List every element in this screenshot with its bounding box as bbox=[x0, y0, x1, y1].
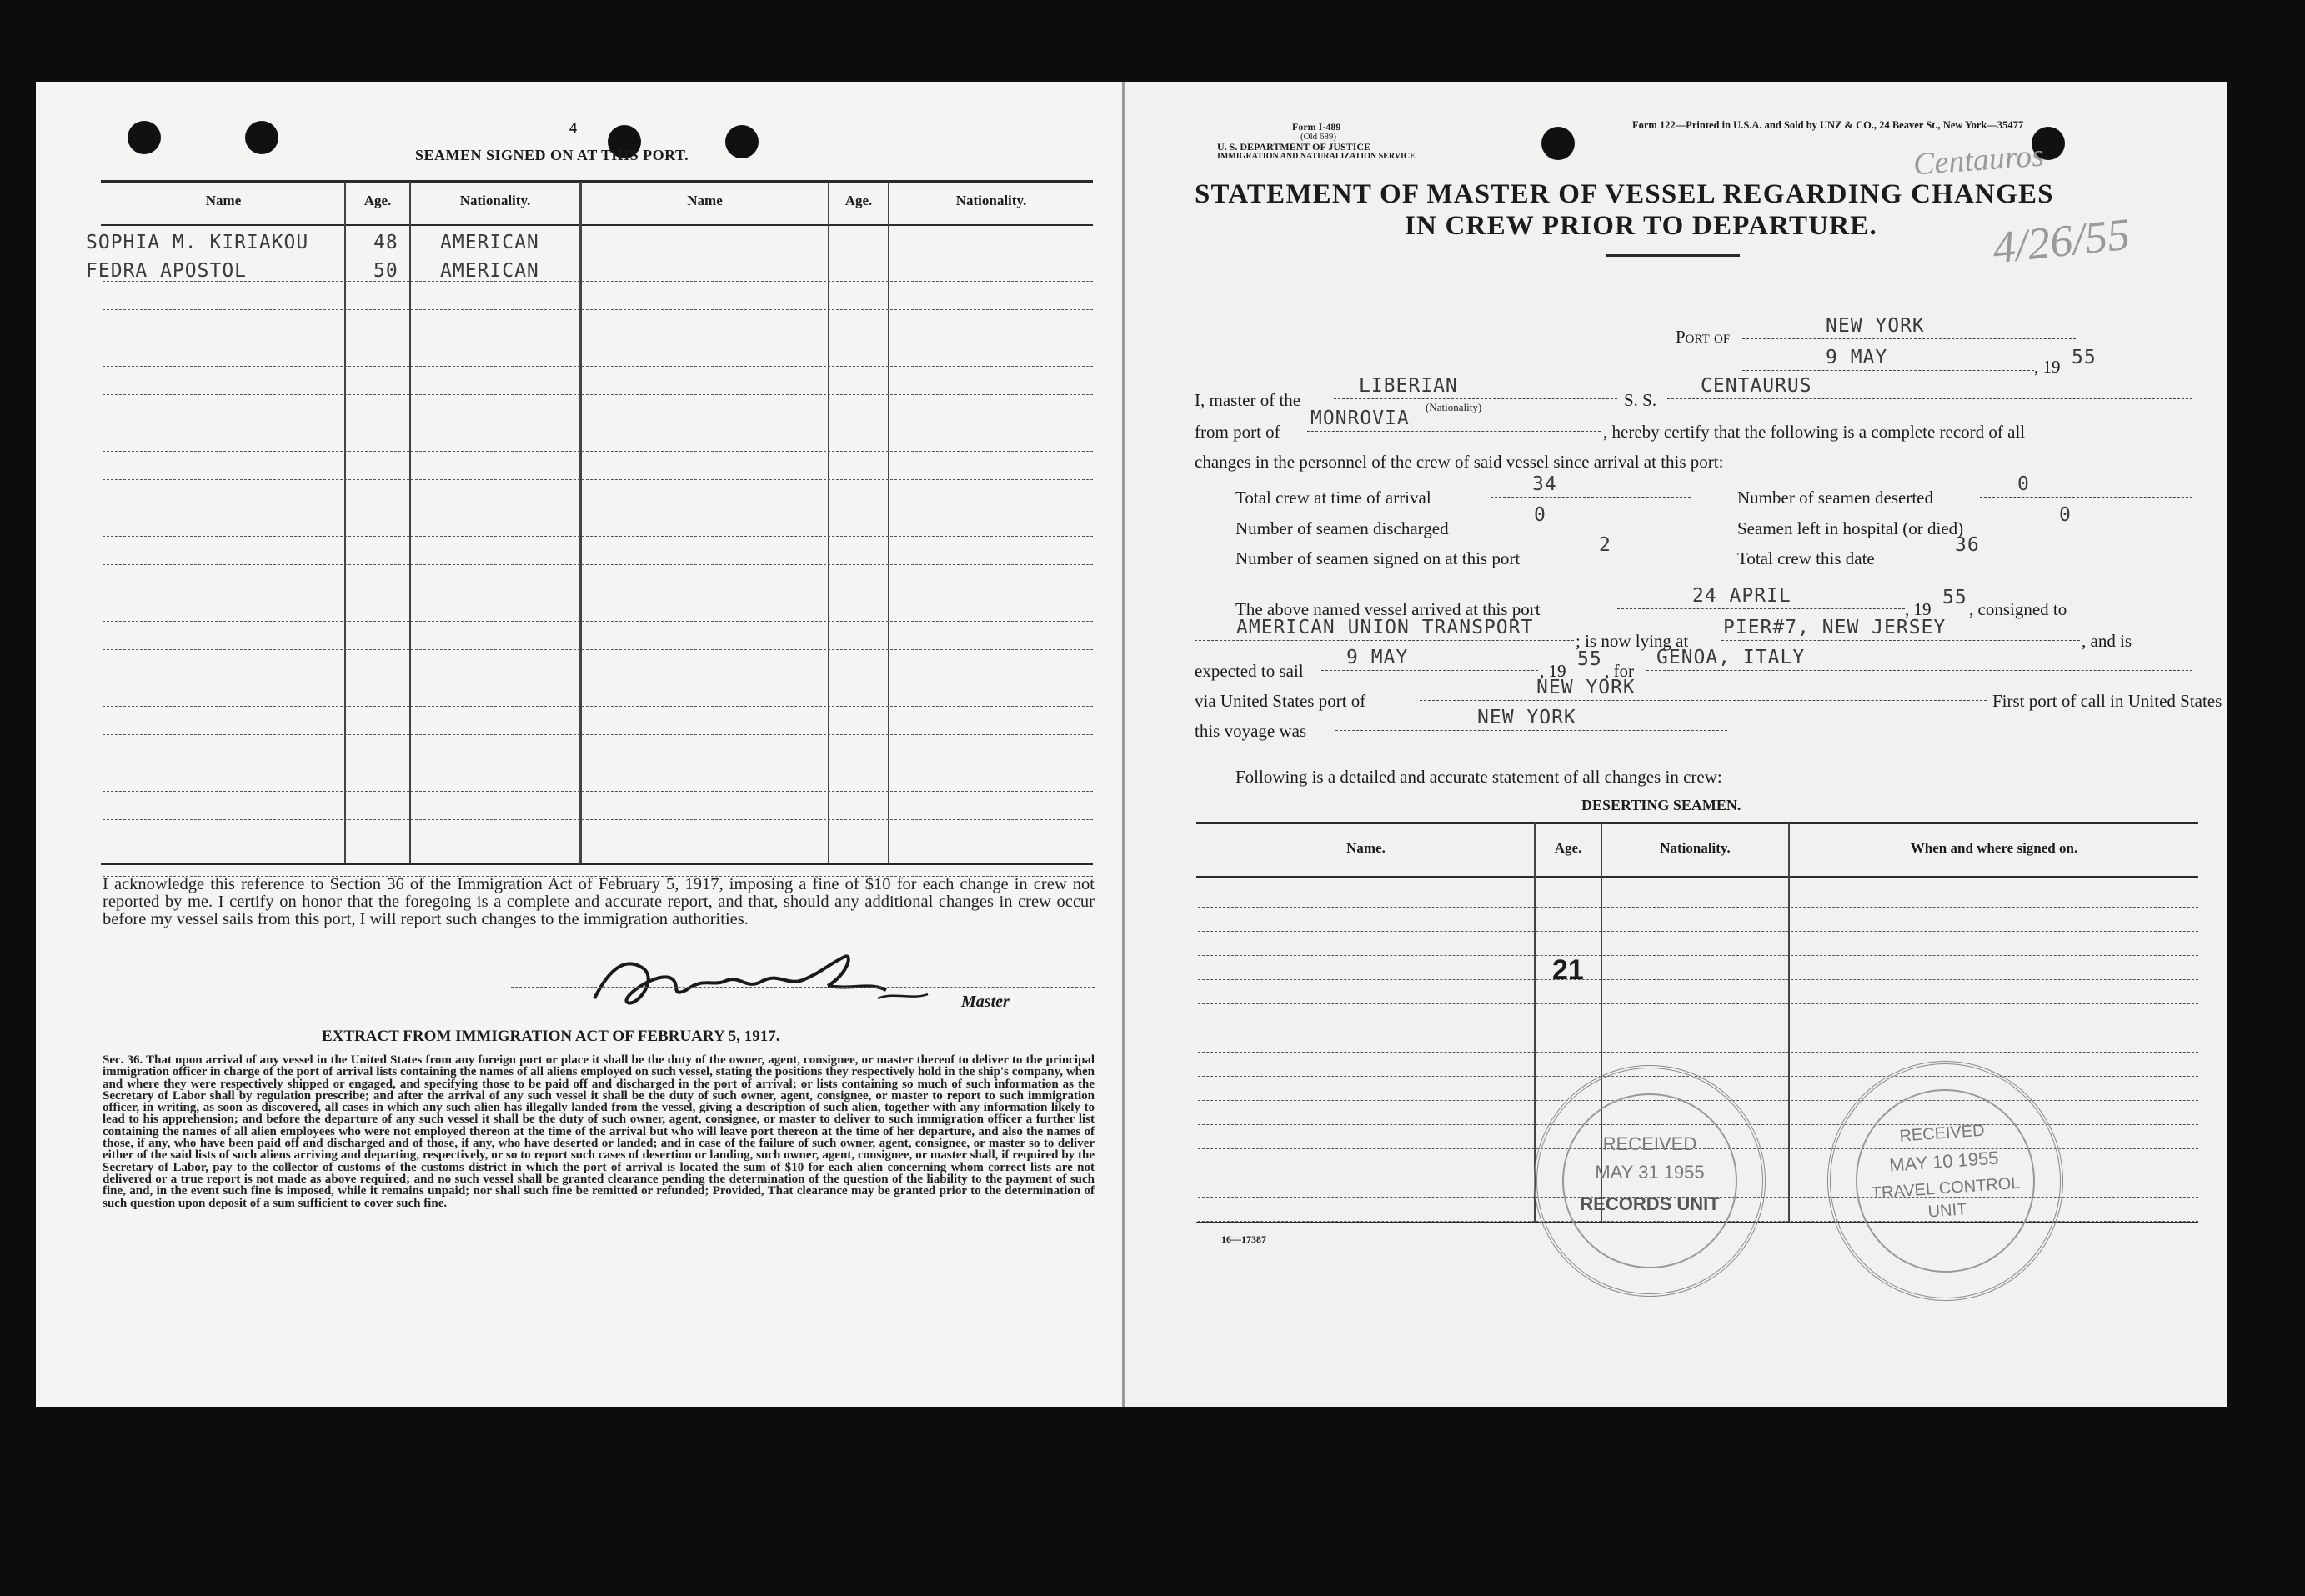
department: U. S. DEPARTMENT OF JUSTICE bbox=[1217, 141, 1371, 153]
expected-label: expected to sail bbox=[1195, 661, 1304, 681]
table-row-line bbox=[103, 706, 1093, 707]
table-row-nationality: AMERICAN bbox=[440, 260, 539, 282]
nationality-caption: (Nationality) bbox=[1426, 401, 1482, 413]
form-number: Form I-489 bbox=[1292, 121, 1341, 133]
deserted-label: Number of seamen deserted bbox=[1737, 488, 1933, 508]
deserting-row-line bbox=[1198, 931, 2198, 932]
punch-hole-icon bbox=[245, 121, 278, 154]
deserting-row-line bbox=[1198, 979, 2198, 980]
sail-date-value: 9 MAY bbox=[1346, 647, 1409, 668]
acknowledgment-text: I acknowledge this reference to Section 36 of the Immigration Act of February 5, 1917, imposing a fine of $10 for each change in crew not reported by me. I certify on honor that the foregoing is a complete and accurate report, and that, should any additional changes in crew occur before my vessel sails from this port, I will report such changes to the immigration authorities. bbox=[103, 875, 1095, 928]
punch-hole-icon bbox=[128, 121, 161, 154]
deserting-col-name: Name. bbox=[1346, 840, 1386, 856]
sail-year-value: 55 bbox=[1577, 648, 1602, 670]
extract-text: Sec. 36. That upon arrival of any vessel in the United States from any foreign port or place it shall be the duty of the owner, agent, consignee, or master thereof to deliver to the principal immigration officer in charge of the port of arrival lists containing the names of all aliens employed on such vessel, stating the positions they respectively hold in the ship's company, when and where they were respectively shipped or engaged, and specifying those to be paid off and discharged in the port of arrival; or lists containing so much of such information as the Secretary of Labor shall by regulation prescribe; and after the arrival of any such vessel it shall be the duty of such owner, agent, consignee, or master to report to such immigration officer, in writing, as soon as discovered, all cases in which any such alien has illegally landed from the vessel, giving a description of such alien, together with any information likely to lead to his apprehension; and before the departure of any such vessel it shall be the duty of such owner, agent, consignee, or master to deliver to such immigration officer a further list containing the names of all alien employees who were not employed thereon at the time of the arrival but who will leave port thereon at the time of her departure, and also the names of those, if any, who have been paid off and discharged and of those, if any, who have deserted or landed; and in case of the failure of such owner, agent, consignee, or master so to deliver either of the said lists of such aliens arriving and departing, respectively, or so to report such cases of desertion or landing, such owner, agent, consignee, or master shall, if required by the Secretary of Labor, pay to the collector of customs of the customs district in which the port of arrival is located the sum of $10 for each alien concerning whom correct lists are not delivered or a true report is not made as above required; and no such vessel shall be granted clearance pending the determination of the question of the liability to the payment of such fine, and, in the event such fine is imposed, while it remains unpaid; nor shall such fine be remitted or refunded; Provided, That clearance may be granted prior to the determination of such question upon deposit of a sum sufficient to cover such fine. bbox=[103, 1053, 1095, 1210]
col-name: Name bbox=[205, 193, 242, 208]
col-age-2: Age. bbox=[844, 193, 873, 208]
table-row-line bbox=[103, 536, 1093, 537]
first-port-value: NEW YORK bbox=[1477, 707, 1576, 728]
deserting-row-line bbox=[1198, 1052, 2198, 1053]
table-row-line bbox=[103, 451, 1093, 452]
table-row-line bbox=[103, 621, 1093, 622]
year-prefix: , 19 bbox=[2034, 357, 2061, 377]
deserting-row-line bbox=[1198, 955, 2198, 956]
arrived-date-value: 24 APRIL bbox=[1692, 585, 1791, 607]
table-row-line bbox=[103, 281, 1093, 282]
table-row-line bbox=[103, 649, 1093, 650]
stamp2-line4: UNIT bbox=[1927, 1200, 1968, 1222]
form-old: (Old 689) bbox=[1300, 132, 1337, 142]
deserting-row-line bbox=[1198, 1003, 2198, 1004]
form-title-1: STATEMENT OF MASTER OF VESSEL REGARDING CHANGES bbox=[1195, 179, 2054, 209]
handwritten-date: 4/26/55 bbox=[1990, 208, 2132, 273]
punch-hole-icon bbox=[1541, 127, 1575, 160]
from-port-value: MONROVIA bbox=[1310, 408, 1410, 429]
stamp2-line1: RECEIVED bbox=[1898, 1121, 1986, 1146]
port-of-value: NEW YORK bbox=[1826, 315, 1925, 337]
port-of-label: Port of bbox=[1676, 327, 1731, 347]
total-arrival-value: 34 bbox=[1532, 473, 1557, 495]
col-nationality-2: Nationality. bbox=[955, 193, 1027, 208]
table-row-nationality: AMERICAN bbox=[440, 232, 539, 253]
stamp1-line2: MAY 31 1955 bbox=[1595, 1162, 1705, 1183]
this-voyage-label: this voyage was bbox=[1195, 721, 1307, 741]
table-row-line bbox=[103, 791, 1093, 792]
deserting-col-age: Age. bbox=[1554, 840, 1582, 856]
deserted-value: 0 bbox=[2017, 473, 2030, 495]
signed-on-heading: SEAMEN SIGNED ON AT THIS PORT. bbox=[415, 147, 689, 163]
right-page bbox=[1125, 82, 2227, 1407]
destination-value: GENOA, ITALY bbox=[1656, 647, 1806, 668]
col-nationality: Nationality. bbox=[459, 193, 531, 208]
handwritten-vessel: Centauros bbox=[1912, 138, 2046, 183]
master-signature-icon bbox=[578, 940, 961, 1023]
stamp2-line3: TRAVEL CONTROL bbox=[1871, 1173, 2022, 1203]
punch-hole-icon bbox=[725, 125, 759, 158]
table-row-line bbox=[103, 479, 1093, 480]
master-of-label: I, master of the bbox=[1195, 390, 1301, 410]
table-row-line bbox=[103, 394, 1093, 395]
lying-label: ; is now lying at bbox=[1576, 631, 1689, 651]
table-row-line bbox=[103, 734, 1093, 735]
table-row-age: 48 bbox=[373, 232, 398, 253]
table-row-line bbox=[103, 819, 1093, 820]
total-date-value: 36 bbox=[1955, 534, 1980, 556]
consignee-value: AMERICAN UNION TRANSPORT bbox=[1236, 617, 1534, 638]
left-page bbox=[36, 82, 1122, 1407]
sail-year-prefix: , 19 bbox=[1540, 661, 1566, 681]
table-row-line bbox=[103, 366, 1093, 367]
deserting-col-nationality: Nationality. bbox=[1660, 840, 1731, 856]
and-is-label: , and is bbox=[2082, 631, 2132, 651]
ship-name-value: CENTAURUS bbox=[1701, 375, 1812, 397]
year-value: 55 bbox=[2072, 347, 2097, 368]
total-date-label: Total crew this date bbox=[1737, 548, 1875, 568]
signed-on-value: 2 bbox=[1599, 534, 1611, 556]
lying-at-value: PIER#7, NEW JERSEY bbox=[1723, 617, 1947, 638]
form-code: 16—17387 bbox=[1221, 1233, 1266, 1245]
hospital-value: 0 bbox=[2059, 504, 2072, 526]
table-row-name: FEDRA APOSTOL bbox=[86, 260, 248, 282]
arrived-year-value: 55 bbox=[1942, 587, 1967, 608]
ss-label: S. S. bbox=[1624, 390, 1657, 410]
received-travel-control-stamp bbox=[1819, 1053, 2071, 1308]
deserting-col-signed-on: When and where signed on. bbox=[1910, 840, 2078, 856]
table-row-line bbox=[103, 309, 1093, 310]
col-age: Age. bbox=[363, 193, 392, 208]
nationality-value: LIBERIAN bbox=[1359, 375, 1458, 397]
hospital-label: Seamen left in hospital (or died) bbox=[1737, 518, 1964, 538]
arrived-year-prefix: , 19 bbox=[1905, 599, 1932, 619]
following-text: Following is a detailed and accurate statement of all changes in crew: bbox=[1235, 767, 1722, 787]
master-label: Master bbox=[961, 993, 1010, 1011]
signed-on-label: Number of seamen signed on at this port bbox=[1235, 548, 1521, 568]
table-row-age: 50 bbox=[373, 260, 398, 282]
stamp2-line2: MAY 10 1955 bbox=[1888, 1147, 2000, 1176]
form-title-2: IN CREW PRIOR TO DEPARTURE. bbox=[1405, 211, 1877, 241]
table-row-name: SOPHIA M. KIRIAKOU bbox=[86, 232, 309, 253]
deserting-heading: DESERTING SEAMEN. bbox=[1581, 797, 1741, 813]
table-row-line bbox=[103, 564, 1093, 565]
service: IMMIGRATION AND NATURALIZATION SERVICE bbox=[1217, 152, 1416, 161]
page-number: 4 bbox=[569, 119, 577, 136]
col-name-2: Name bbox=[687, 193, 723, 208]
consigned-label: , consigned to bbox=[1969, 599, 2067, 619]
number-21: 21 bbox=[1552, 954, 1584, 986]
changes-text: changes in the personnel of the crew of said vessel since arrival at this port: bbox=[1195, 452, 1724, 472]
discharged-value: 0 bbox=[1534, 504, 1546, 526]
from-port-label: from port of bbox=[1195, 422, 1280, 442]
stamp1-line1: RECEIVED bbox=[1602, 1133, 1697, 1154]
printer-note: Form 122—Printed in U.S.A. and Sold by UNZ & CO., 24 Beaver St., New York—35477 bbox=[1632, 119, 2024, 131]
via-label: via United States port of bbox=[1195, 691, 1366, 711]
extract-heading: EXTRACT FROM IMMIGRATION ACT OF FEBRUARY 5, 1917. bbox=[322, 1028, 780, 1045]
received-records-stamp bbox=[1534, 1065, 1766, 1297]
via-port-value: NEW YORK bbox=[1536, 677, 1636, 698]
date-value: 9 MAY bbox=[1826, 347, 1888, 368]
stamp1-line3: RECORDS UNIT bbox=[1580, 1193, 1720, 1214]
deserting-row-line bbox=[1198, 907, 2198, 908]
certify-text: , hereby certify that the following is a complete record of all bbox=[1603, 422, 2026, 442]
discharged-label: Number of seamen discharged bbox=[1235, 518, 1449, 538]
first-port-label: First port of call in United States bbox=[1992, 691, 2222, 711]
for-label: , for bbox=[1605, 661, 1634, 681]
arrived-label: The above named vessel arrived at this port bbox=[1235, 599, 1541, 619]
total-arrival-label: Total crew at time of arrival bbox=[1235, 488, 1431, 508]
